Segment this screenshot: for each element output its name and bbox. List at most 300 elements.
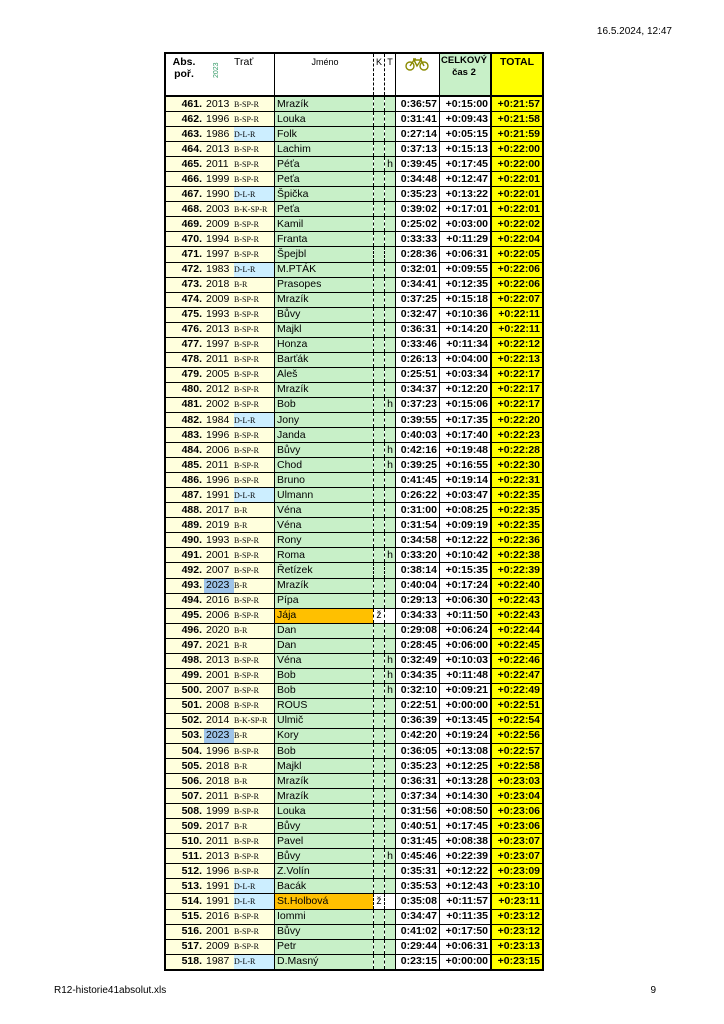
time-cell: 0:36:05	[396, 744, 440, 759]
year-cell: 1994	[204, 232, 234, 247]
year-cell: 2009	[204, 292, 234, 307]
table-row	[165, 698, 543, 713]
name-cell: Majkl	[275, 322, 374, 337]
table-row	[165, 428, 543, 443]
t-cell	[385, 939, 396, 954]
trat-cell: B-SP-R	[234, 292, 275, 307]
t-cell	[385, 713, 396, 728]
name-cell: Bůvy	[275, 924, 374, 939]
abs-label: Abs.	[172, 56, 196, 68]
total-header: TOTAL	[491, 53, 543, 96]
total-cell: +0:22:43	[491, 593, 543, 608]
rank-cell: 507.	[165, 789, 204, 804]
trat-cell: B-SP-R	[234, 593, 275, 608]
name-cell: Mrazík	[275, 578, 374, 593]
trat-cell: B-SP-R	[234, 744, 275, 759]
rank-cell: 477.	[165, 337, 204, 352]
rank-cell: 463.	[165, 127, 204, 142]
year-cell: 1999	[204, 172, 234, 187]
t-cell	[385, 367, 396, 382]
rank-cell: 475.	[165, 307, 204, 322]
table-row	[165, 789, 543, 804]
name-cell: Ulmič	[275, 713, 374, 728]
k-cell	[374, 864, 385, 879]
total-cell: +0:22:06	[491, 277, 543, 292]
rank-cell: 517.	[165, 939, 204, 954]
trat-cell: D-L-R	[234, 127, 275, 142]
year-cell: 1996	[204, 473, 234, 488]
table-row	[165, 397, 543, 412]
table-row	[165, 593, 543, 608]
celkovy-cell: +0:12:20	[440, 382, 492, 397]
time-cell: 0:26:22	[396, 488, 440, 503]
k-cell	[374, 112, 385, 127]
year-cell: 1993	[204, 307, 234, 322]
celkovy-cell: +0:14:30	[440, 789, 492, 804]
k-cell	[374, 744, 385, 759]
total-cell: +0:23:03	[491, 774, 543, 789]
k-cell	[374, 578, 385, 593]
time-cell: 0:37:23	[396, 397, 440, 412]
time-cell: 0:33:46	[396, 337, 440, 352]
k-cell	[374, 759, 385, 774]
trat-cell: B-SP-R	[234, 382, 275, 397]
k-cell	[374, 232, 385, 247]
k-cell	[374, 217, 385, 232]
year-cell: 1987	[204, 954, 234, 970]
name-cell: Franta	[275, 232, 374, 247]
table-row	[165, 864, 543, 879]
name-cell: Pavel	[275, 834, 374, 849]
total-cell: +0:23:07	[491, 849, 543, 864]
time-cell: 0:37:13	[396, 142, 440, 157]
t-cell	[385, 112, 396, 127]
table-row	[165, 337, 543, 352]
celkovy-cell: +0:17:24	[440, 578, 492, 593]
year-cell: 2006	[204, 443, 234, 458]
name-cell: Mrazík	[275, 292, 374, 307]
rank-cell: 489.	[165, 518, 204, 533]
table-header-row	[165, 53, 543, 96]
total-cell: +0:22:04	[491, 232, 543, 247]
name-cell: D.Masný	[275, 954, 374, 970]
abs-poradi-header	[165, 53, 204, 96]
trat-cell: B-SP-R	[234, 533, 275, 548]
t-cell	[385, 608, 396, 623]
total-cell: +0:22:06	[491, 262, 543, 277]
rank-cell: 473.	[165, 277, 204, 292]
time-cell: 0:41:45	[396, 473, 440, 488]
trat-cell: B-SP-R	[234, 563, 275, 578]
year-cell: 2021	[204, 638, 234, 653]
table-row	[165, 322, 543, 337]
time-cell: 0:28:45	[396, 638, 440, 653]
time-cell: 0:22:51	[396, 698, 440, 713]
total-cell: +0:23:06	[491, 804, 543, 819]
celkovy-cell: +0:06:24	[440, 623, 492, 638]
t-header: T	[385, 53, 396, 96]
total-cell: +0:21:58	[491, 112, 543, 127]
name-cell: Folk	[275, 127, 374, 142]
table-row	[165, 503, 543, 518]
trat-cell: B-SP-R	[234, 172, 275, 187]
k-cell	[374, 172, 385, 187]
rank-cell: 493.	[165, 578, 204, 593]
t-cell	[385, 698, 396, 713]
table-row	[165, 713, 543, 728]
celkovy-cell: +0:13:08	[440, 744, 492, 759]
total-cell: +0:21:59	[491, 127, 543, 142]
k-cell	[374, 638, 385, 653]
celkovy-cell: +0:08:25	[440, 503, 492, 518]
celkovy-cell: +0:19:14	[440, 473, 492, 488]
trat-cell: B-SP-R	[234, 367, 275, 382]
k-cell: ž	[374, 608, 385, 623]
rank-cell: 508.	[165, 804, 204, 819]
t-cell	[385, 217, 396, 232]
k-cell	[374, 713, 385, 728]
year-cell: 1986	[204, 127, 234, 142]
k-cell: ž	[374, 894, 385, 909]
name-cell: Véna	[275, 518, 374, 533]
year-cell: 1990	[204, 187, 234, 202]
celkovy-header	[440, 53, 492, 96]
t-cell	[385, 879, 396, 894]
total-cell: +0:22:20	[491, 412, 543, 427]
t-cell	[385, 894, 396, 909]
celkovy-cell: +0:19:48	[440, 443, 492, 458]
name-cell: Pípa	[275, 593, 374, 608]
total-cell: +0:22:17	[491, 382, 543, 397]
year-cell: 1991	[204, 879, 234, 894]
celkovy-cell: +0:08:38	[440, 834, 492, 849]
name-cell: Louka	[275, 112, 374, 127]
trat-cell: B-R	[234, 277, 275, 292]
celkovy-cell: +0:09:19	[440, 518, 492, 533]
year-cell: 2020	[204, 623, 234, 638]
rank-cell: 518.	[165, 954, 204, 970]
total-cell: +0:23:11	[491, 894, 543, 909]
time-cell: 0:35:08	[396, 894, 440, 909]
year-cell: 2007	[204, 683, 234, 698]
trat-cell: B-SP-R	[234, 939, 275, 954]
k-cell	[374, 834, 385, 849]
year-cell: 1983	[204, 262, 234, 277]
t-cell: h	[385, 653, 396, 668]
k-cell	[374, 187, 385, 202]
rank-cell: 505.	[165, 759, 204, 774]
year-cell: 2008	[204, 698, 234, 713]
rank-cell: 512.	[165, 864, 204, 879]
name-cell: Roma	[275, 548, 374, 563]
year-cell: 2011	[204, 157, 234, 172]
trat-cell: D-L-R	[234, 488, 275, 503]
celkovy-cell: +0:12:25	[440, 759, 492, 774]
celkovy-cell: +0:11:48	[440, 668, 492, 683]
trat-cell: B-SP-R	[234, 217, 275, 232]
trat-cell: D-L-R	[234, 894, 275, 909]
t-cell	[385, 623, 396, 638]
t-cell	[385, 503, 396, 518]
celkovy-cell: +0:09:55	[440, 262, 492, 277]
total-cell: +0:22:40	[491, 578, 543, 593]
k-cell	[374, 909, 385, 924]
rank-cell: 467.	[165, 187, 204, 202]
time-cell: 0:34:48	[396, 172, 440, 187]
year-cell: 2006	[204, 608, 234, 623]
name-cell: Bob	[275, 397, 374, 412]
celkovy-cell: +0:09:21	[440, 683, 492, 698]
year-cell: 2013	[204, 849, 234, 864]
t-cell	[385, 262, 396, 277]
trat-cell: B-R	[234, 623, 275, 638]
trat-cell: B-SP-R	[234, 96, 275, 112]
year-cell: 2001	[204, 548, 234, 563]
celkovy-cell: +0:12:22	[440, 864, 492, 879]
celkovy-cell: +0:05:15	[440, 127, 492, 142]
celkovy-cell: +0:17:45	[440, 819, 492, 834]
total-cell: +0:22:02	[491, 217, 543, 232]
k-cell	[374, 879, 385, 894]
trat-cell: B-SP-R	[234, 924, 275, 939]
trat-cell: B-SP-R	[234, 698, 275, 713]
name-cell: Špejbl	[275, 247, 374, 262]
celkovy-cell: +0:15:13	[440, 142, 492, 157]
time-cell: 0:34:47	[396, 909, 440, 924]
t-cell	[385, 307, 396, 322]
t-cell	[385, 909, 396, 924]
table-row	[165, 202, 543, 217]
k-cell	[374, 698, 385, 713]
time-cell: 0:40:03	[396, 428, 440, 443]
year-cell: 2011	[204, 352, 234, 367]
total-cell: +0:22:47	[491, 668, 543, 683]
rank-cell: 488.	[165, 503, 204, 518]
table-row	[165, 894, 543, 909]
rank-cell: 503.	[165, 728, 204, 743]
k-cell	[374, 488, 385, 503]
celkovy-cell: +0:00:00	[440, 954, 492, 970]
t-cell	[385, 819, 396, 834]
name-cell: Bob	[275, 668, 374, 683]
trat-cell: B-SP-R	[234, 683, 275, 698]
time-cell: 0:35:23	[396, 187, 440, 202]
year-cell: 2017	[204, 819, 234, 834]
rank-cell: 496.	[165, 623, 204, 638]
name-cell: Lachim	[275, 142, 374, 157]
name-cell: Bacák	[275, 879, 374, 894]
year-cell: 2016	[204, 909, 234, 924]
name-cell: Kory	[275, 728, 374, 743]
name-cell: Péťa	[275, 157, 374, 172]
table-row	[165, 232, 543, 247]
year-cell: 2011	[204, 458, 234, 473]
total-cell: +0:22:13	[491, 352, 543, 367]
t-cell	[385, 142, 396, 157]
table-row	[165, 728, 543, 743]
total-cell: +0:22:00	[491, 142, 543, 157]
rank-cell: 476.	[165, 322, 204, 337]
table-row	[165, 458, 543, 473]
celkovy-cell: +0:11:57	[440, 894, 492, 909]
year-cell: 2019	[204, 518, 234, 533]
k-cell	[374, 789, 385, 804]
year-cell: 2018	[204, 277, 234, 292]
k-cell	[374, 593, 385, 608]
year-cell: 1996	[204, 112, 234, 127]
time-cell: 0:37:34	[396, 789, 440, 804]
name-cell: Petr	[275, 939, 374, 954]
table-row	[165, 939, 543, 954]
trat-cell: B-SP-R	[234, 458, 275, 473]
time-cell: 0:45:46	[396, 849, 440, 864]
celkovy-cell: +0:00:00	[440, 698, 492, 713]
k-cell	[374, 668, 385, 683]
name-cell: Majkl	[275, 759, 374, 774]
trat-cell: B-SP-R	[234, 864, 275, 879]
year-cell: 1999	[204, 804, 234, 819]
k-cell	[374, 127, 385, 142]
year-cell: 2002	[204, 397, 234, 412]
trat-cell: B-SP-R	[234, 337, 275, 352]
trat-cell: B-SP-R	[234, 849, 275, 864]
name-cell: Mrazík	[275, 774, 374, 789]
t-cell	[385, 924, 396, 939]
table-row	[165, 112, 543, 127]
trat-cell: B-SP-R	[234, 548, 275, 563]
year-cell: 2013	[204, 653, 234, 668]
celkovy-cell: +0:09:43	[440, 112, 492, 127]
cas2-label: čas 2	[452, 67, 476, 78]
table-row	[165, 653, 543, 668]
total-cell: +0:22:49	[491, 683, 543, 698]
name-cell: Bob	[275, 744, 374, 759]
rank-cell: 504.	[165, 744, 204, 759]
t-cell	[385, 518, 396, 533]
trat-cell: B-SP-R	[234, 789, 275, 804]
t-cell	[385, 744, 396, 759]
celkovy-cell: +0:10:03	[440, 653, 492, 668]
time-cell: 0:23:15	[396, 954, 440, 970]
table-row	[165, 879, 543, 894]
t-cell	[385, 864, 396, 879]
total-cell: +0:22:30	[491, 458, 543, 473]
celkovy-cell: +0:12:22	[440, 533, 492, 548]
rank-cell: 514.	[165, 894, 204, 909]
rank-cell: 462.	[165, 112, 204, 127]
time-cell: 0:32:49	[396, 653, 440, 668]
k-cell	[374, 428, 385, 443]
total-cell: +0:22:56	[491, 728, 543, 743]
year-cell: 1993	[204, 533, 234, 548]
time-cell: 0:35:23	[396, 759, 440, 774]
name-cell: Bůvy	[275, 307, 374, 322]
name-cell: Dan	[275, 638, 374, 653]
time-cell: 0:34:58	[396, 533, 440, 548]
celkovy-cell: +0:11:29	[440, 232, 492, 247]
t-cell	[385, 488, 396, 503]
time-cell: 0:40:51	[396, 819, 440, 834]
celkovy-cell: +0:13:45	[440, 713, 492, 728]
year-cell: 2018	[204, 774, 234, 789]
total-cell: +0:22:31	[491, 473, 543, 488]
year-cell: 2001	[204, 668, 234, 683]
time-cell: 0:29:08	[396, 623, 440, 638]
rank-cell: 482.	[165, 412, 204, 427]
k-cell	[374, 157, 385, 172]
celkovy-label: CELKOVÝ	[441, 55, 487, 66]
rank-cell: 511.	[165, 849, 204, 864]
name-cell: Janda	[275, 428, 374, 443]
t-cell: h	[385, 548, 396, 563]
trat-cell: B-SP-R	[234, 157, 275, 172]
rank-cell: 510.	[165, 834, 204, 849]
time-cell: 0:38:14	[396, 563, 440, 578]
table-row	[165, 849, 543, 864]
bicycle-icon	[405, 57, 429, 71]
table-row	[165, 307, 543, 322]
k-cell	[374, 683, 385, 698]
year-cell: 2013	[204, 96, 234, 112]
name-cell: Jony	[275, 412, 374, 427]
rank-cell: 492.	[165, 563, 204, 578]
t-cell	[385, 563, 396, 578]
total-cell: +0:21:57	[491, 96, 543, 112]
trat-cell: D-L-R	[234, 412, 275, 427]
time-cell: 0:36:31	[396, 322, 440, 337]
k-cell	[374, 142, 385, 157]
trat-cell: B-R	[234, 578, 275, 593]
name-cell: Dan	[275, 623, 374, 638]
t-cell: h	[385, 157, 396, 172]
celkovy-cell: +0:17:40	[440, 428, 492, 443]
rank-cell: 515.	[165, 909, 204, 924]
time-cell: 0:32:47	[396, 307, 440, 322]
table-row	[165, 127, 543, 142]
time-cell: 0:34:33	[396, 608, 440, 623]
total-cell: +0:22:11	[491, 322, 543, 337]
k-cell	[374, 503, 385, 518]
rank-cell: 501.	[165, 698, 204, 713]
year-cell: 2013	[204, 142, 234, 157]
k-cell	[374, 924, 385, 939]
year-cell: 2009	[204, 939, 234, 954]
t-cell	[385, 247, 396, 262]
celkovy-cell: +0:13:22	[440, 187, 492, 202]
total-cell: +0:22:00	[491, 157, 543, 172]
table-row	[165, 834, 543, 849]
celkovy-cell: +0:10:42	[440, 548, 492, 563]
celkovy-cell: +0:12:47	[440, 172, 492, 187]
rank-cell: 506.	[165, 774, 204, 789]
t-cell	[385, 187, 396, 202]
trat-cell: B-R	[234, 759, 275, 774]
year-cell: 2003	[204, 202, 234, 217]
k-cell	[374, 443, 385, 458]
year-cell: 2007	[204, 563, 234, 578]
table-row	[165, 548, 543, 563]
table-row	[165, 292, 543, 307]
k-cell	[374, 397, 385, 412]
table-row	[165, 578, 543, 593]
name-cell: Mrazík	[275, 96, 374, 112]
celkovy-cell: +0:11:34	[440, 337, 492, 352]
total-cell: +0:22:35	[491, 488, 543, 503]
celkovy-cell: +0:15:06	[440, 397, 492, 412]
time-cell: 0:33:33	[396, 232, 440, 247]
celkovy-cell: +0:15:18	[440, 292, 492, 307]
print-datetime: 16.5.2024, 12:47	[596, 26, 672, 37]
